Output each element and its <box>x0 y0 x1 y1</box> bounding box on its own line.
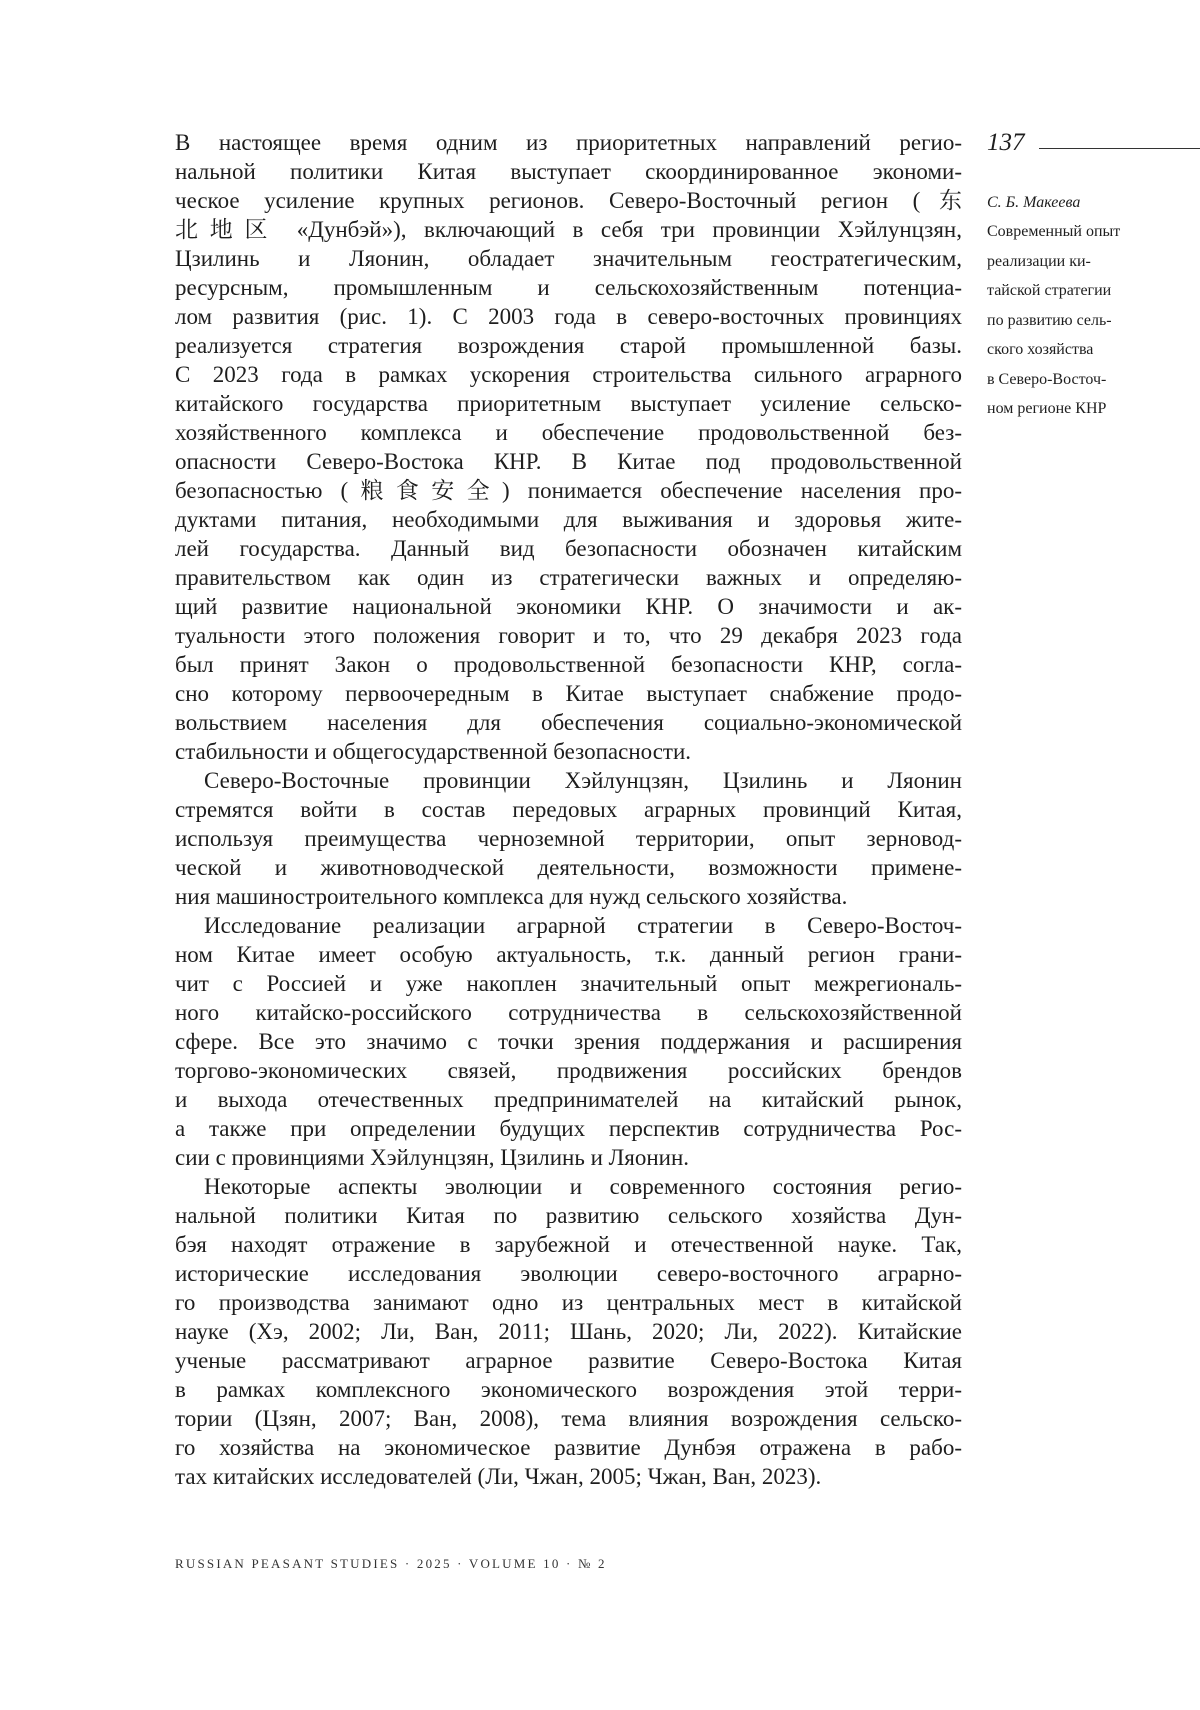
text-line: тах китайских исследователей (Ли, Чжан, 2005; Чжан, Ван, 2023). <box>175 1464 822 1489</box>
running-title-line: ном регионе КНР <box>987 400 1107 417</box>
text-line: Некоторые аспекты эволюции и современного состояния регио- <box>204 1174 962 1199</box>
text-line: стремятся войти в состав передовых аграрных провинций Китая, <box>175 797 962 822</box>
text-line: безопасностью (粮食安全) понимается обеспечение населения про- <box>175 478 962 503</box>
header-rule <box>1039 148 1200 149</box>
running-title-line: ского хозяйства <box>987 341 1094 358</box>
text-line: С 2023 года в рамках ускорения строительства сильного аграрного <box>175 362 962 387</box>
text-line: Цзилинь и Ляонин, обладает значительным геостратегическим, <box>175 246 962 271</box>
text-line: дуктами питания, необходимыми для выживания и здоровья жите- <box>175 507 962 532</box>
running-author: С. Б. Макеева <box>987 194 1081 211</box>
paragraph <box>175 1172 962 1491</box>
text-line: сфере. Все это значимо с точки зрения поддержания и расширения <box>175 1029 962 1054</box>
text-line: опасности Северо-Востока КНР. В Китае под продовольственной <box>175 449 962 474</box>
text-line: а также при определении будущих перспектив сотрудничества Рос- <box>175 1116 962 1141</box>
running-title <box>987 217 1200 424</box>
text-line: ученые рассматривают аграрное развитие Северо-Востока Китая <box>175 1348 962 1373</box>
text-line: в рамках комплексного экономического возрождения этой терри- <box>175 1377 962 1402</box>
text-line: го производства занимают одно из центральных мест в китайской <box>175 1290 962 1315</box>
text-line: ном Китае имеет особую актуальность, т.к. данный регион грани- <box>175 942 962 967</box>
text-line: чит с Россией и уже накоплен значительный опыт межрегиональ- <box>175 971 962 996</box>
text-line: бэя находят отражение в зарубежной и отечественной науке. Так, <box>175 1232 962 1257</box>
paragraph <box>175 128 962 766</box>
text-line: лом развития (рис. 1). С 2003 года в северо-восточных провинциях <box>175 304 962 329</box>
text-line: стабильности и общегосударственной безопасности. <box>175 739 692 764</box>
text-line: нальной политики Китая выступает скоординированное экономи- <box>175 159 962 184</box>
journal-footer: RUSSIAN PEASANT STUDIES · 2025 · VOLUME 10 · № 2 <box>175 1556 607 1571</box>
text-line: торгово-экономических связей, продвижения российских брендов <box>175 1058 962 1083</box>
text-line: был принят Закон о продовольственной безопасности КНР, согла- <box>175 652 962 677</box>
text-line: ния машиностроительного комплекса для нужд сельского хозяйства. <box>175 884 848 909</box>
text-line: щий развитие национальной экономики КНР. О значимости и ак- <box>175 594 962 619</box>
text-line: ческой и животноводческой деятельности, возможности примене- <box>175 855 962 880</box>
text-line: хозяйственного комплекса и обеспечение продовольственной без- <box>175 420 962 445</box>
text-line: лей государства. Данный вид безопасности обозначен китайским <box>175 536 962 561</box>
text-line: сии с провинциями Хэйлунцзян, Цзилинь и Ляонин. <box>175 1145 690 1170</box>
text-line: Исследование реализации аграрной стратегии в Северо-Восточ- <box>204 913 962 938</box>
text-line: ресурсным, промышленным и сельскохозяйственным потенциа- <box>175 275 962 300</box>
text-line: науке (Хэ, 2002; Ли, Ван, 2011; Шань, 2020; Ли, 2022). Китайские <box>175 1319 962 1344</box>
text-line: вольствием населения для обеспечения социально-экономической <box>175 710 962 735</box>
text-line: го хозяйства на экономическое развитие Дунбэя отражена в рабо- <box>175 1435 962 1460</box>
text-line: туальности этого положения говорит и то, что 29 декабря 2023 года <box>175 623 962 648</box>
text-line: китайского государства приоритетным выступает усиление сельско- <box>175 391 962 416</box>
text-line: нальной политики Китая по развитию сельского хозяйства Дун- <box>175 1203 962 1228</box>
running-title-line: реализации ки- <box>987 252 1091 270</box>
text-line: используя преимущества черноземной территории, опыт зерновод- <box>175 826 962 851</box>
text-line: В настоящее время одним из приоритетных направлений регио- <box>175 130 962 155</box>
page-number <box>987 128 1200 158</box>
sidebar <box>987 128 1200 424</box>
text-line: реализуется стратегия возрождения старой промышленной базы. <box>175 333 962 358</box>
running-title-line: по развитию сель- <box>987 311 1112 329</box>
paragraph <box>175 911 962 1172</box>
text-line: 北地区 «Дунбэй»), включающий в себя три провинции Хэйлунцзян, <box>175 217 962 242</box>
running-title-line: Современный опыт <box>987 223 1121 240</box>
page-number-text: 137 <box>987 129 1025 156</box>
text-line: правительством как один из стратегически важных и определяю- <box>175 565 962 590</box>
article-body <box>175 128 962 1491</box>
running-title-line: в Северо-Восточ- <box>987 370 1107 388</box>
paragraph <box>175 766 962 911</box>
text-line: ного китайско-российского сотрудничества в сельскохозяйственной <box>175 1000 962 1025</box>
text-line: Северо-Восточные провинции Хэйлунцзян, Цзилинь и Ляонин <box>204 768 962 793</box>
text-line: исторические исследования эволюции северо-восточного аграрно- <box>175 1261 962 1286</box>
text-line: ческое усиление крупных регионов. Северо-Восточный регион (东 <box>175 188 962 213</box>
running-title-line: тайской стратегии <box>987 282 1112 299</box>
text-line: сно которому первоочередным в Китае выступает снабжение продо- <box>175 681 962 706</box>
text-line: и выхода отечественных предпринимателей на китайский рынок, <box>175 1087 962 1112</box>
text-line: тории (Цзян, 2007; Ван, 2008), тема влияния возрождения сельско- <box>175 1406 962 1431</box>
